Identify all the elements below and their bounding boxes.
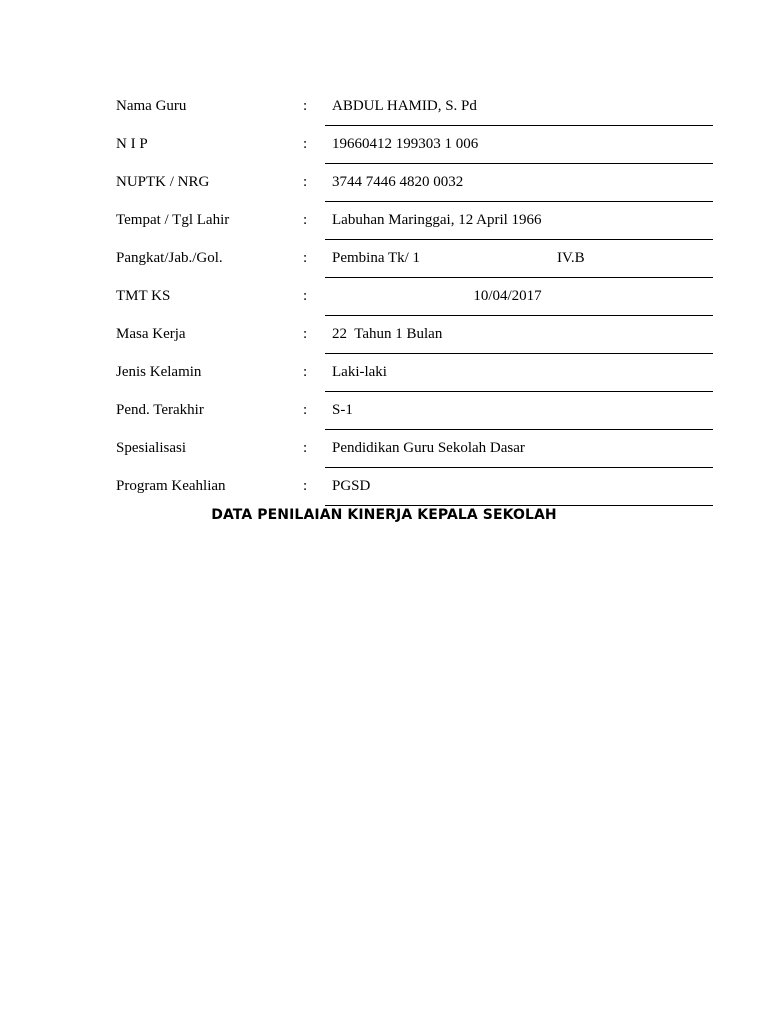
row-nuptk-nrg <box>0 164 768 202</box>
field-label: Spesialisasi <box>116 440 186 456</box>
field-value: Pembina Tk/ 1 <box>332 250 421 266</box>
field-label: Nama Guru <box>116 98 187 114</box>
field-colon: : <box>303 326 308 342</box>
field-label: Program Keahlian <box>116 478 226 494</box>
field-value: 10/04/2017 <box>473 288 542 304</box>
field-colon: : <box>303 478 308 494</box>
field-colon: : <box>303 212 308 228</box>
field-label: Tempat / Tgl Lahir <box>116 212 230 228</box>
row-masa-kerja <box>0 316 768 354</box>
field-value: PGSD <box>332 478 371 494</box>
field-colon: : <box>303 402 308 418</box>
field-label: NUPTK / NRG <box>116 174 210 190</box>
field-colon: : <box>303 250 308 266</box>
row-pangkat-jab-gol <box>0 240 768 278</box>
field-colon: : <box>303 98 308 114</box>
row-nip <box>0 126 768 164</box>
field-colon: : <box>303 174 308 190</box>
field-value: S-1 <box>332 402 353 418</box>
field-colon: : <box>303 288 308 304</box>
field-value: Laki-laki <box>332 364 387 380</box>
field-colon: : <box>303 136 308 152</box>
section-heading <box>0 507 768 523</box>
field-label: Pend. Terakhir <box>116 402 204 418</box>
row-tmt-ks <box>0 278 768 316</box>
field-value: Labuhan Maringgai, 12 April 1966 <box>332 212 542 228</box>
field-value: ABDUL HAMID, S. Pd <box>332 98 477 114</box>
field-value: 3744 7446 4820 0032 <box>332 174 464 190</box>
row-program-keahlian <box>0 468 768 506</box>
field-label: Masa Kerja <box>116 326 186 342</box>
field-colon: : <box>303 364 308 380</box>
field-value: Pendidikan Guru Sekolah Dasar <box>332 440 525 456</box>
field-value-golongan: IV.B <box>557 250 585 266</box>
field-underline <box>325 505 713 506</box>
field-label: Jenis Kelamin <box>116 364 202 380</box>
field-label: N I P <box>116 136 148 152</box>
section-heading-text: DATA PENILAIAN KINERJA KEPALA SEKOLAH <box>211 507 557 523</box>
field-colon: : <box>303 440 308 456</box>
identity-form <box>0 88 768 506</box>
field-label: TMT KS <box>116 288 171 304</box>
row-pend-terakhir <box>0 392 768 430</box>
row-nama-guru <box>0 88 768 126</box>
row-tempat-tgl-lahir <box>0 202 768 240</box>
row-jenis-kelamin <box>0 354 768 392</box>
field-value: 22 Tahun 1 Bulan <box>332 326 443 342</box>
row-spesialisasi <box>0 430 768 468</box>
field-value: 19660412 199303 1 006 <box>332 136 479 152</box>
field-label: Pangkat/Jab./Gol. <box>116 250 223 266</box>
